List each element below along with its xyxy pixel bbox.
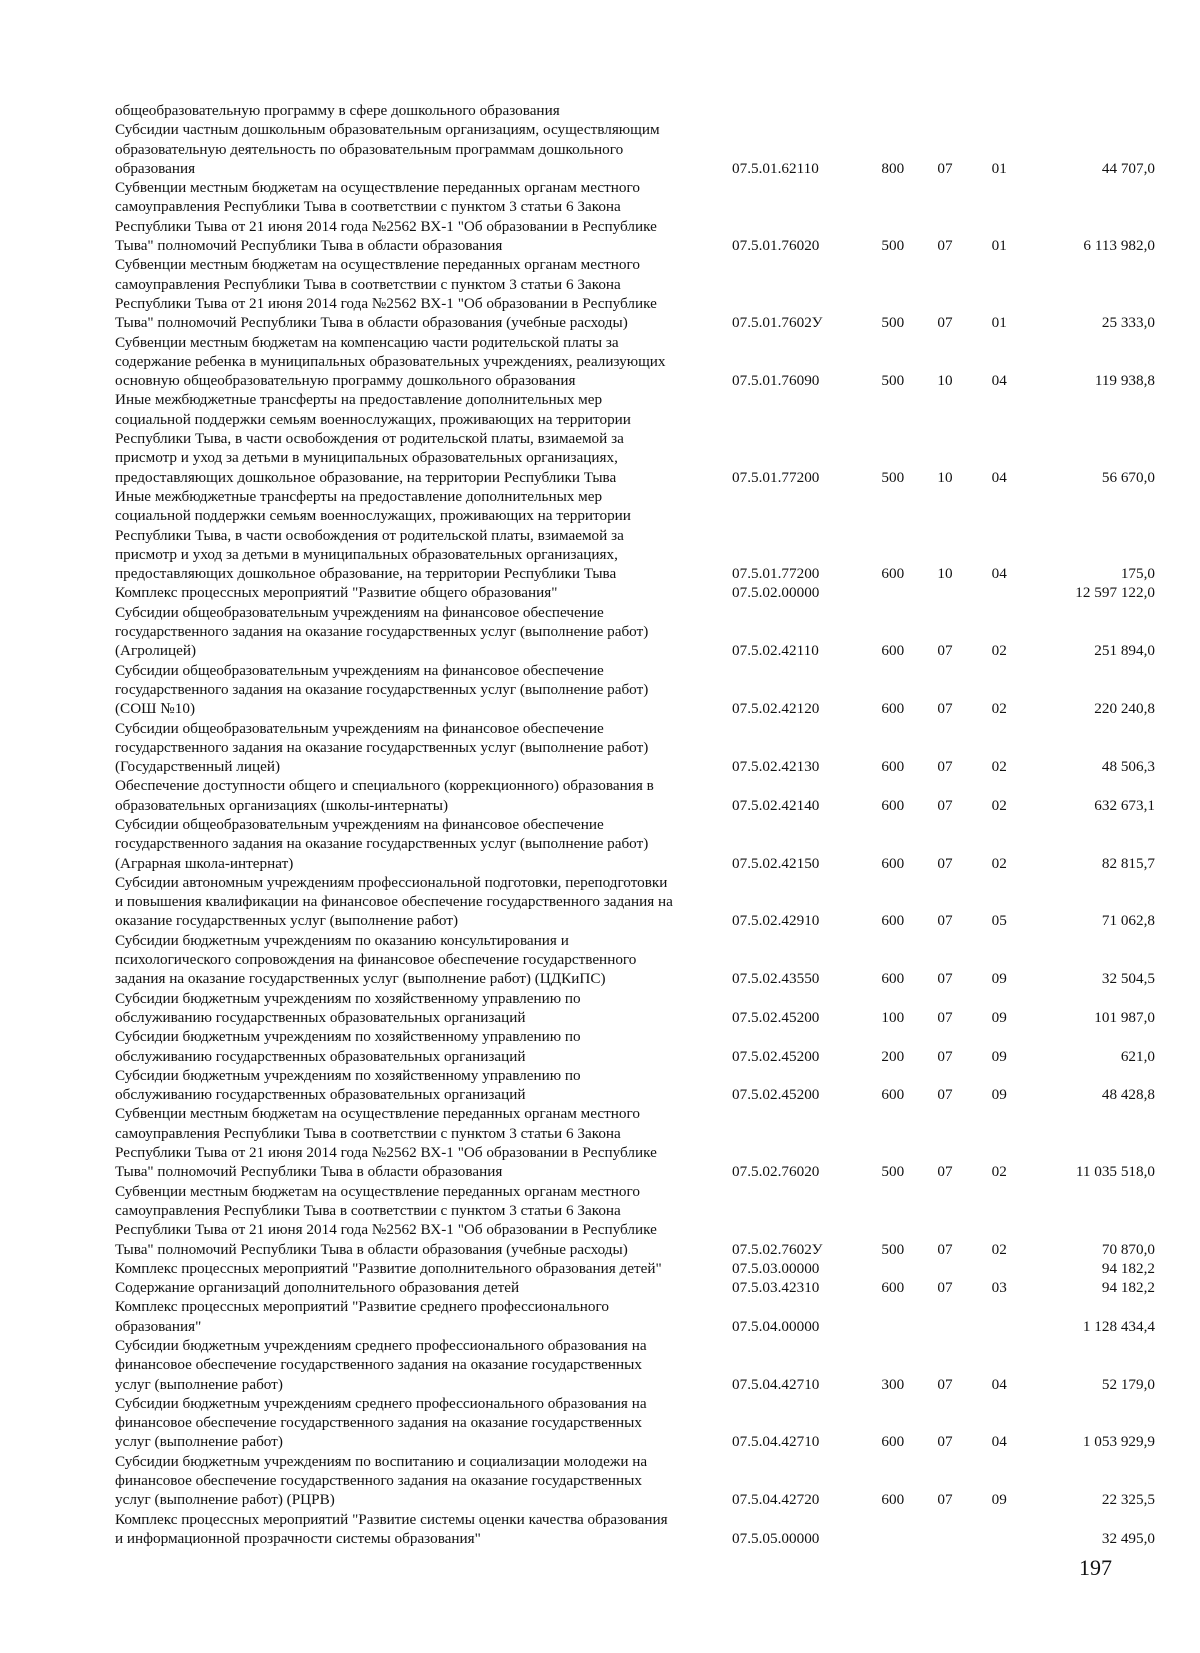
row-description xyxy=(115,120,727,178)
description-line: Субсидии бюджетным учреждениям по хозяйственному управлению по xyxy=(115,1066,581,1084)
row-code: 07.5.02.45200 xyxy=(732,1008,820,1026)
table-row xyxy=(115,931,1155,989)
description-line: Субвенции местным бюджетам на компенсацию части родительской платы за xyxy=(115,333,619,351)
row-code: 07.5.02.76020 xyxy=(732,1163,820,1181)
row-vr: 600 xyxy=(881,565,905,583)
description-line: Субвенции местным бюджетам на осуществление переданных органам местного xyxy=(115,256,640,274)
row-description xyxy=(115,1182,727,1259)
row-pr: 05 xyxy=(991,912,1007,930)
row-code: 07.5.04.42720 xyxy=(732,1491,820,1509)
description-line: Субсидии бюджетным учреждениям по хозяйственному управлению по xyxy=(115,989,581,1007)
row-amount: 82 815,7 xyxy=(1101,854,1155,872)
row-vr: 600 xyxy=(881,1086,905,1104)
description-line: Иные межбюджетные трансферты на предоставление дополнительных мер xyxy=(115,487,603,505)
row-amount: 70 870,0 xyxy=(1101,1240,1155,1258)
row-amount: 1 053 929,9 xyxy=(1082,1433,1155,1451)
row-rz: 10 xyxy=(937,468,953,486)
row-description xyxy=(115,873,727,931)
description-line: обслуживанию государственных образовательных организаций xyxy=(115,1047,526,1065)
description-line: самоуправления Республики Тыва в соответствии с пунктом 3 статьи 6 Закона xyxy=(115,275,621,293)
row-description xyxy=(115,719,727,777)
description-line: (Агролицей) xyxy=(115,642,197,660)
row-rz: 07 xyxy=(937,854,953,872)
row-amount: 25 333,0 xyxy=(1101,314,1155,332)
row-rz: 07 xyxy=(937,700,953,718)
table-row xyxy=(115,487,1155,583)
description-line: Субвенции местным бюджетам на осуществление переданных органам местного xyxy=(115,1105,640,1123)
table-row xyxy=(115,1297,1155,1336)
row-code: 07.5.01.77200 xyxy=(732,565,820,583)
table-row xyxy=(115,1259,1155,1278)
description-line: оказание государственных услуг (выполнение работ) xyxy=(115,912,459,930)
row-description xyxy=(115,390,727,486)
row-code: 07.5.01.76020 xyxy=(732,237,820,255)
row-pr: 01 xyxy=(991,314,1007,332)
row-vr: 500 xyxy=(881,1163,905,1181)
page-number: 197 xyxy=(1079,1555,1112,1580)
row-pr: 02 xyxy=(991,1163,1007,1181)
description-line: социальной поддержки семьям военнослужащих, проживающих на территории xyxy=(115,410,631,428)
row-description xyxy=(115,1336,727,1394)
row-description xyxy=(115,1259,727,1278)
row-rz: 07 xyxy=(937,1279,953,1297)
description-line: Субсидии автономным учреждениям профессиональной подготовки, переподготовки xyxy=(115,873,668,891)
table-row xyxy=(115,255,1155,332)
row-amount: 6 113 982,0 xyxy=(1083,237,1155,255)
row-vr: 500 xyxy=(881,314,905,332)
row-pr: 01 xyxy=(991,159,1007,177)
row-vr: 500 xyxy=(881,372,905,390)
row-amount: 44 707,0 xyxy=(1101,159,1155,177)
row-amount: 175,0 xyxy=(1120,565,1155,583)
row-rz: 07 xyxy=(937,1008,953,1026)
row-pr: 09 xyxy=(991,1047,1007,1065)
description-line: Субсидии бюджетным учреждениям среднего профессионального образования на xyxy=(115,1394,647,1412)
description-line: самоуправления Республики Тыва в соответствии с пунктом 3 статьи 6 Закона xyxy=(115,1124,621,1142)
description-line: социальной поддержки семьям военнослужащих, проживающих на территории xyxy=(115,507,631,525)
row-description xyxy=(115,1278,727,1297)
description-line: предоставляющих дошкольное образование, на территории Республики Тыва xyxy=(115,468,617,486)
table-row xyxy=(115,583,1155,602)
description-line: самоуправления Республики Тыва в соответствии с пунктом 3 статьи 6 Закона xyxy=(115,198,621,216)
table-row xyxy=(115,333,1155,391)
budget-table xyxy=(115,101,1155,1548)
row-description xyxy=(115,1027,727,1066)
row-code: 07.5.02.43550 xyxy=(732,970,820,988)
table-row xyxy=(115,603,1155,661)
description-line: образования xyxy=(115,159,196,177)
row-code: 07.5.02.42110 xyxy=(732,642,819,660)
description-line: образования" xyxy=(115,1317,202,1335)
row-rz: 07 xyxy=(937,642,953,660)
row-vr: 600 xyxy=(881,758,905,776)
row-description xyxy=(115,1452,727,1510)
table-row xyxy=(115,661,1155,719)
table-row xyxy=(115,1278,1155,1297)
row-amount: 251 894,0 xyxy=(1094,642,1155,660)
description-line: (СОШ №10) xyxy=(115,700,196,718)
row-rz: 07 xyxy=(937,912,953,930)
description-line: государственного задания на оказание государственных услуг (выполнение работ) xyxy=(115,835,649,853)
row-rz: 07 xyxy=(937,1491,953,1509)
row-code: 07.5.02.00000 xyxy=(732,584,820,602)
table-row xyxy=(115,1104,1155,1181)
row-code: 07.5.04.42710 xyxy=(732,1433,820,1451)
table-row xyxy=(115,719,1155,777)
row-code: 07.5.01.7602У xyxy=(732,314,823,332)
row-rz: 07 xyxy=(937,1433,953,1451)
description-line: Иные межбюджетные трансферты на предоставление дополнительных мер xyxy=(115,391,603,409)
row-code: 07.5.05.00000 xyxy=(732,1529,820,1547)
row-description xyxy=(115,661,727,719)
row-pr: 02 xyxy=(991,700,1007,718)
row-code: 07.5.01.62110 xyxy=(732,159,819,177)
description-line: (Аграрная школа-интернат) xyxy=(115,854,294,872)
row-description xyxy=(115,1066,727,1105)
description-line: Тыва" полномочий Республики Тыва в области образования (учебные расходы) xyxy=(115,314,628,332)
row-rz: 07 xyxy=(937,314,953,332)
row-vr: 200 xyxy=(881,1047,905,1065)
description-line: финансовое обеспечение государственного задания на оказание государственных xyxy=(115,1472,642,1490)
row-code: 07.5.02.45200 xyxy=(732,1086,820,1104)
row-description xyxy=(115,178,727,255)
row-vr: 600 xyxy=(881,1279,905,1297)
table-row xyxy=(115,1336,1155,1394)
row-vr: 600 xyxy=(881,1433,905,1451)
description-line: Республики Тыва от 21 июня 2014 года №2562 ВХ-1 "Об образовании в Республике xyxy=(115,294,657,312)
row-pr: 02 xyxy=(991,758,1007,776)
row-rz: 10 xyxy=(937,372,953,390)
row-pr: 09 xyxy=(991,1491,1007,1509)
row-vr: 500 xyxy=(881,1240,905,1258)
row-vr: 600 xyxy=(881,854,905,872)
description-line: государственного задания на оказание государственных услуг (выполнение работ) xyxy=(115,623,649,641)
description-line: Республики Тыва от 21 июня 2014 года №2562 ВХ-1 "Об образовании в Республике xyxy=(115,217,657,235)
description-line: государственного задания на оказание государственных услуг (выполнение работ) xyxy=(115,680,649,698)
row-amount: 22 325,5 xyxy=(1101,1491,1155,1509)
row-vr: 800 xyxy=(881,159,905,177)
description-line: Субсидии общеобразовательным учреждениям на финансовое обеспечение xyxy=(115,603,604,621)
table-row xyxy=(115,1452,1155,1510)
table-row xyxy=(115,1066,1155,1105)
row-description xyxy=(115,333,727,391)
description-line: Республики Тыва от 21 июня 2014 года №2562 ВХ-1 "Об образовании в Республике xyxy=(115,1144,657,1162)
row-pr: 04 xyxy=(991,468,1007,486)
description-line: и информационной прозрачности системы образования" xyxy=(115,1529,481,1547)
row-amount: 11 035 518,0 xyxy=(1075,1163,1155,1181)
description-line: и повышения квалификации на финансовое обеспечение государственного задания на xyxy=(115,893,673,911)
description-line: общеобразовательную программу в сфере дошкольного образования xyxy=(115,102,560,119)
description-line: услуг (выполнение работ) xyxy=(115,1433,283,1451)
description-line: присмотр и уход за детьми в муниципальных образовательных организациях, xyxy=(115,545,618,563)
row-vr: 600 xyxy=(881,642,905,660)
description-line: Субсидии общеобразовательным учреждениям на финансовое обеспечение xyxy=(115,719,604,737)
row-vr: 600 xyxy=(881,912,905,930)
row-code: 07.5.03.00000 xyxy=(732,1259,820,1277)
row-amount: 119 938,8 xyxy=(1094,372,1155,390)
row-rz: 07 xyxy=(937,1086,953,1104)
row-rz: 07 xyxy=(937,237,953,255)
row-pr: 02 xyxy=(991,796,1007,814)
table-row xyxy=(115,1510,1155,1549)
row-amount: 220 240,8 xyxy=(1094,700,1155,718)
description-line: Республики Тыва, в части освобождения от родительской платы, взимаемой за xyxy=(115,430,624,448)
row-amount: 48 506,3 xyxy=(1101,758,1155,776)
description-line: Субсидии бюджетным учреждениям среднего профессионального образования на xyxy=(115,1337,647,1354)
row-code: 07.5.04.00000 xyxy=(732,1317,820,1335)
description-line: присмотр и уход за детьми в муниципальных образовательных организациях, xyxy=(115,449,618,467)
row-rz: 07 xyxy=(937,159,953,177)
row-amount: 94 182,2 xyxy=(1101,1279,1155,1297)
row-amount: 71 062,8 xyxy=(1101,912,1155,930)
description-line: Комплекс процессных мероприятий "Развитие общего образования" xyxy=(115,584,558,602)
row-amount: 32 504,5 xyxy=(1101,970,1155,988)
description-line: государственного задания на оказание государственных услуг (выполнение работ) xyxy=(115,738,649,756)
description-line: Субвенции местным бюджетам на осуществление переданных органам местного xyxy=(115,179,640,197)
table-row xyxy=(115,178,1155,255)
description-line: финансовое обеспечение государственного задания на оказание государственных xyxy=(115,1356,642,1374)
table-row xyxy=(115,390,1155,486)
row-vr: 600 xyxy=(881,1491,905,1509)
table-row xyxy=(115,873,1155,931)
table-row xyxy=(115,120,1155,178)
description-line: Субсидии общеобразовательным учреждениям на финансовое обеспечение xyxy=(115,815,604,833)
row-amount: 101 987,0 xyxy=(1094,1008,1155,1026)
row-code: 07.5.02.42910 xyxy=(732,912,820,930)
description-line: самоуправления Республики Тыва в соответствии с пунктом 3 статьи 6 Закона xyxy=(115,1201,621,1219)
row-amount: 48 428,8 xyxy=(1101,1086,1155,1104)
description-line: образовательную деятельность по образовательным программам дошкольного xyxy=(115,140,624,158)
row-pr: 09 xyxy=(991,970,1007,988)
description-line: финансовое обеспечение государственного задания на оказание государственных xyxy=(115,1414,642,1432)
description-line: (Государственный лицей) xyxy=(115,758,281,776)
row-vr: 300 xyxy=(881,1375,905,1393)
row-vr: 500 xyxy=(881,468,905,486)
row-amount: 32 495,0 xyxy=(1101,1529,1155,1547)
row-description xyxy=(115,255,727,332)
description-line: Субвенции местным бюджетам на осуществление переданных органам местного xyxy=(115,1182,640,1200)
description-line: Содержание организаций дополнительного образования детей xyxy=(115,1279,520,1297)
row-pr: 02 xyxy=(991,642,1007,660)
description-line: предоставляющих дошкольное образование, на территории Республики Тыва xyxy=(115,565,617,583)
description-line: Субсидии бюджетным учреждениям по оказанию консультирования и xyxy=(115,931,569,949)
row-rz: 07 xyxy=(937,1375,953,1393)
description-line: Тыва" полномочий Республики Тыва в области образования xyxy=(115,237,503,255)
row-vr: 600 xyxy=(881,700,905,718)
row-code: 07.5.02.42140 xyxy=(732,796,820,814)
row-description xyxy=(115,101,727,120)
description-line: задания на оказание государственных услуг (выполнение работ) (ЦДКиПС) xyxy=(115,970,606,988)
row-vr: 600 xyxy=(881,796,905,814)
row-code: 07.5.02.42130 xyxy=(732,758,820,776)
row-pr: 01 xyxy=(991,237,1007,255)
row-pr: 02 xyxy=(991,1240,1007,1258)
description-line: Обеспечение доступности общего и специального (коррекционного) образования в xyxy=(115,777,654,795)
table-row xyxy=(115,1394,1155,1452)
description-line: Субсидии бюджетным учреждениям по хозяйственному управлению по xyxy=(115,1028,581,1046)
description-line: Субсидии бюджетным учреждениям по воспитанию и социализации молодежи на xyxy=(115,1452,648,1470)
description-line: обслуживанию государственных образовательных организаций xyxy=(115,1086,526,1104)
row-amount: 94 182,2 xyxy=(1101,1259,1155,1277)
row-rz: 07 xyxy=(937,970,953,988)
row-rz: 07 xyxy=(937,796,953,814)
row-rz: 10 xyxy=(937,565,953,583)
row-pr: 09 xyxy=(991,1008,1007,1026)
description-line: услуг (выполнение работ) (РЦРВ) xyxy=(115,1491,335,1509)
row-description xyxy=(115,815,727,873)
row-code: 07.5.01.77200 xyxy=(732,468,820,486)
description-line: Комплекс процессных мероприятий "Развитие системы оценки качества образования xyxy=(115,1510,668,1528)
row-code: 07.5.02.42150 xyxy=(732,854,820,872)
row-rz: 07 xyxy=(937,758,953,776)
description-line: образовательных организациях (школы-интернаты) xyxy=(115,796,449,814)
row-code: 07.5.01.76090 xyxy=(732,372,820,390)
row-code: 07.5.03.42310 xyxy=(732,1279,820,1297)
row-description xyxy=(115,1104,727,1181)
row-code: 07.5.04.42710 xyxy=(732,1375,820,1393)
row-amount: 632 673,1 xyxy=(1094,796,1155,814)
row-vr: 600 xyxy=(881,970,905,988)
row-pr: 04 xyxy=(991,372,1007,390)
description-line: Тыва" полномочий Республики Тыва в области образования xyxy=(115,1163,503,1181)
row-amount: 1 128 434,4 xyxy=(1082,1317,1155,1335)
row-description xyxy=(115,931,727,989)
description-line: Тыва" полномочий Республики Тыва в области образования (учебные расходы) xyxy=(115,1240,628,1258)
row-amount: 52 179,0 xyxy=(1101,1375,1155,1393)
row-pr: 03 xyxy=(991,1279,1007,1297)
table-row xyxy=(115,1027,1155,1066)
row-description xyxy=(115,487,727,583)
row-code: 07.5.02.45200 xyxy=(732,1047,820,1065)
description-line: обслуживанию государственных образовательных организаций xyxy=(115,1008,526,1026)
description-line: Комплекс процессных мероприятий "Развитие среднего профессионального xyxy=(115,1298,609,1316)
row-description xyxy=(115,1510,727,1549)
table-row xyxy=(115,1182,1155,1259)
row-amount: 621,0 xyxy=(1120,1047,1155,1065)
table-row xyxy=(115,776,1155,815)
row-pr: 04 xyxy=(991,565,1007,583)
row-rz: 07 xyxy=(937,1163,953,1181)
table-row xyxy=(115,101,1155,120)
row-description xyxy=(115,583,727,602)
description-line: Субсидии общеобразовательным учреждениям на финансовое обеспечение xyxy=(115,661,604,679)
table-row xyxy=(115,989,1155,1028)
description-line: содержание ребенка в муниципальных образовательных учреждениях, реализующих xyxy=(115,352,666,370)
row-description xyxy=(115,776,727,815)
description-line: услуг (выполнение работ) xyxy=(115,1375,283,1393)
row-pr: 09 xyxy=(991,1086,1007,1104)
row-description xyxy=(115,989,727,1028)
row-rz: 07 xyxy=(937,1240,953,1258)
row-pr: 02 xyxy=(991,854,1007,872)
description-line: психологического сопровождения на финансовое обеспечение государственного xyxy=(115,951,637,969)
row-amount: 12 597 122,0 xyxy=(1075,584,1155,602)
row-vr: 100 xyxy=(881,1008,905,1026)
row-description xyxy=(115,603,727,661)
description-line: Республики Тыва от 21 июня 2014 года №2562 ВХ-1 "Об образовании в Республике xyxy=(115,1221,657,1239)
row-vr: 500 xyxy=(881,237,905,255)
row-pr: 04 xyxy=(991,1375,1007,1393)
row-rz: 07 xyxy=(937,1047,953,1065)
description-line: Субсидии частным дошкольным образовательным организациям, осуществляющим xyxy=(115,121,660,139)
row-pr: 04 xyxy=(991,1433,1007,1451)
row-amount: 56 670,0 xyxy=(1101,468,1155,486)
row-description xyxy=(115,1297,727,1336)
row-code: 07.5.02.7602У xyxy=(732,1240,823,1258)
table-row xyxy=(115,815,1155,873)
row-code: 07.5.02.42120 xyxy=(732,700,820,718)
row-description xyxy=(115,1394,727,1452)
description-line: основную общеобразовательную программу дошкольного образования xyxy=(115,372,576,390)
description-line: Республики Тыва, в части освобождения от родительской платы, взимаемой за xyxy=(115,526,624,544)
description-line: Комплекс процессных мероприятий "Развитие дополнительного образования детей" xyxy=(115,1259,662,1277)
